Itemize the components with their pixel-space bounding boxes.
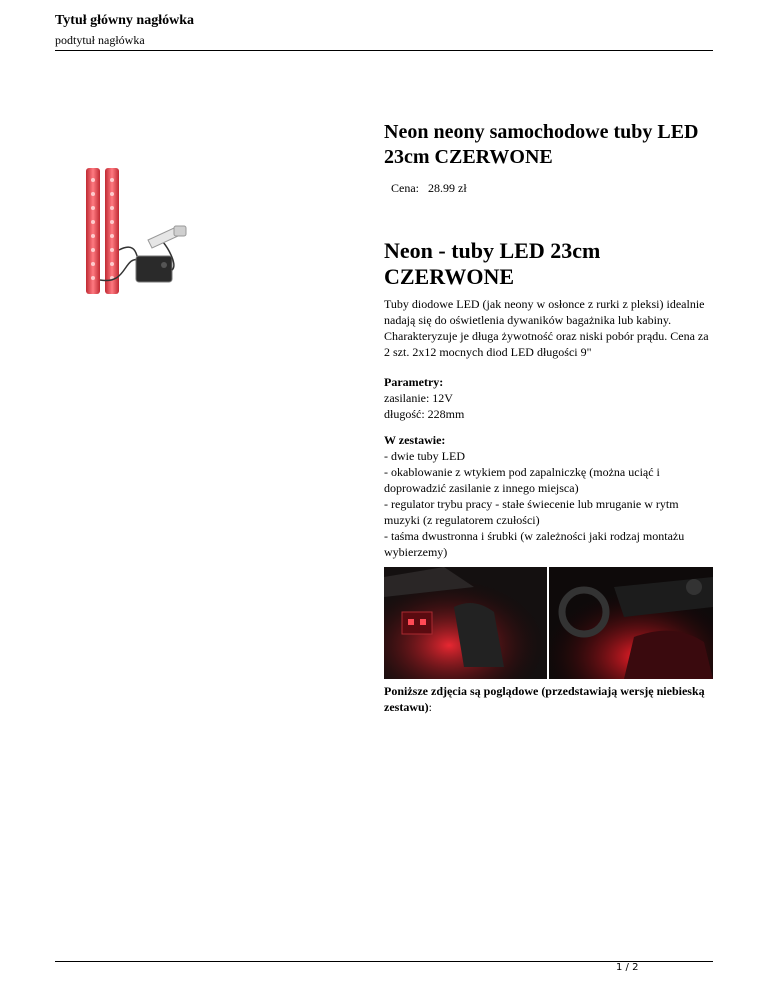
parameter-line: zasilanie: 12V	[384, 391, 453, 405]
page-number: 1 / 2	[616, 962, 639, 973]
product-title: Neon neony samochodowe tuby LED 23cm CZERWONE	[384, 121, 699, 168]
section-title: Neon - tuby LED 23cm CZERWONE	[384, 238, 601, 289]
header-subtitle: podtytuł nagłówka	[55, 33, 145, 47]
kit-item: - okablowanie z wtykiem pod zapalniczkę (można uciąć i doprowadzić zasilanie z innego miejsca)	[384, 465, 660, 495]
product-description: Tuby diodowe LED (jak neony w osłonce z rurki z pleksi) idealnie nadają się do oświetlenia dywaników bagażnika lub kabiny. Charakteryzuje je długa żywotność oraz niski pobór prądu. Cena za 2 szt. 2x12 mocnych diod LED długości 9"	[384, 297, 709, 359]
car-interior-photo	[384, 567, 713, 679]
kit-item: - taśma dwustronna i śrubki (w zależności jaki rodzaj montażu wybierzemy)	[384, 529, 685, 559]
header-title: Tytuł główny nagłówka	[55, 13, 194, 28]
parameters-heading: Parametry:	[384, 375, 444, 389]
photos-note	[384, 683, 714, 715]
photos-note-tail: :	[428, 700, 432, 714]
kit-item: - regulator trybu pracy - stałe świecenie lub mruganie w rytm muzyki (z regulatorem czułości)	[384, 497, 679, 527]
kit-item: - dwie tuby LED	[384, 449, 465, 463]
kit-heading: W zestawie:	[384, 433, 446, 447]
photos-note-bold: Poniższe zdjęcia są poglądowe (przedstawiają wersję niebieską zestawu)	[384, 684, 705, 714]
price-label: Cena:	[391, 181, 419, 195]
price	[391, 181, 467, 196]
parameter-line: długość: 228mm	[384, 407, 465, 421]
header-divider	[55, 50, 713, 51]
footer-divider	[55, 961, 713, 962]
kit-block	[384, 432, 714, 560]
price-value: 28.99 zł	[428, 181, 467, 195]
product-image	[78, 160, 196, 300]
parameters-block	[384, 374, 714, 422]
